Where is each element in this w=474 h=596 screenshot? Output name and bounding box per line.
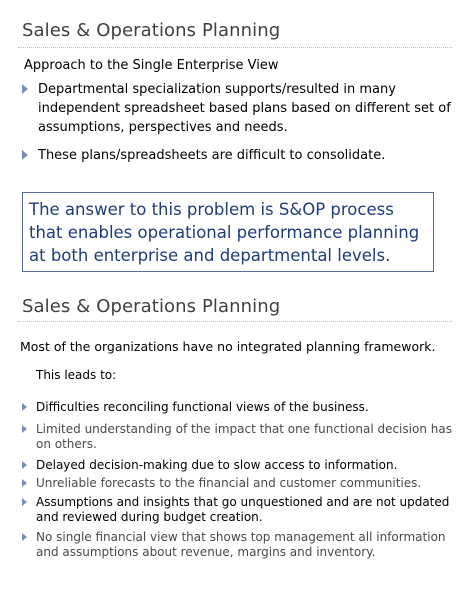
triangle-bullet-icon [22, 479, 27, 487]
answer-callout-box [22, 192, 434, 272]
slide-2 [0, 290, 474, 596]
triangle-bullet-icon [22, 461, 27, 469]
section-subtitle: Approach to the Single Enterprise View [24, 58, 279, 73]
triangle-bullet-icon [22, 403, 27, 411]
bullet-item [22, 422, 452, 452]
bullet-text: Assumptions and insights that go unquestioned and are not updated and reviewed during budget creation. [36, 495, 450, 524]
title-divider [18, 47, 452, 48]
leads-to-text: This leads to: [36, 368, 117, 382]
title-divider [18, 321, 452, 322]
bullet-text: Unreliable forecasts to the financial and customer communities. [36, 476, 422, 490]
bullet-text: Departmental specialization supports/resulted in many independent spreadsheet based plans based on different set of assumptions, perspectives and needs. [38, 82, 451, 135]
bullet-text: Delayed decision-making due to slow access to information. [36, 458, 398, 472]
bullet-item [22, 80, 452, 137]
triangle-bullet-icon [22, 533, 27, 541]
slide-1 [0, 0, 474, 290]
slide-title: Sales & Operations Planning [22, 296, 281, 317]
slide-title: Sales & Operations Planning [22, 20, 281, 41]
triangle-bullet-icon [22, 498, 27, 506]
bullet-text: No single financial view that shows top management all information and assumptions about revenue, margins and inventory. [36, 530, 446, 559]
triangle-bullet-icon [22, 84, 28, 94]
triangle-bullet-icon [22, 425, 27, 433]
bullet-item [22, 530, 452, 560]
answer-text: The answer to this problem is S&OP process that enables operational performance planning at both enterprise and departmental levels. [29, 200, 420, 265]
bullet-text: Difficulties reconciling functional views of the business. [36, 400, 369, 414]
intro-text: Most of the organizations have no integrated planning framework. [20, 339, 436, 354]
bullet-text: Limited understanding of the impact that one functional decision has on others. [36, 422, 452, 451]
triangle-bullet-icon [22, 150, 28, 160]
bullet-item [22, 476, 452, 491]
bullet-text: These plans/spreadsheets are difficult to consolidate. [38, 148, 386, 163]
bullet-item [22, 400, 452, 415]
bullet-item [22, 458, 452, 473]
bullet-item [22, 495, 452, 525]
bullet-item [22, 146, 452, 165]
